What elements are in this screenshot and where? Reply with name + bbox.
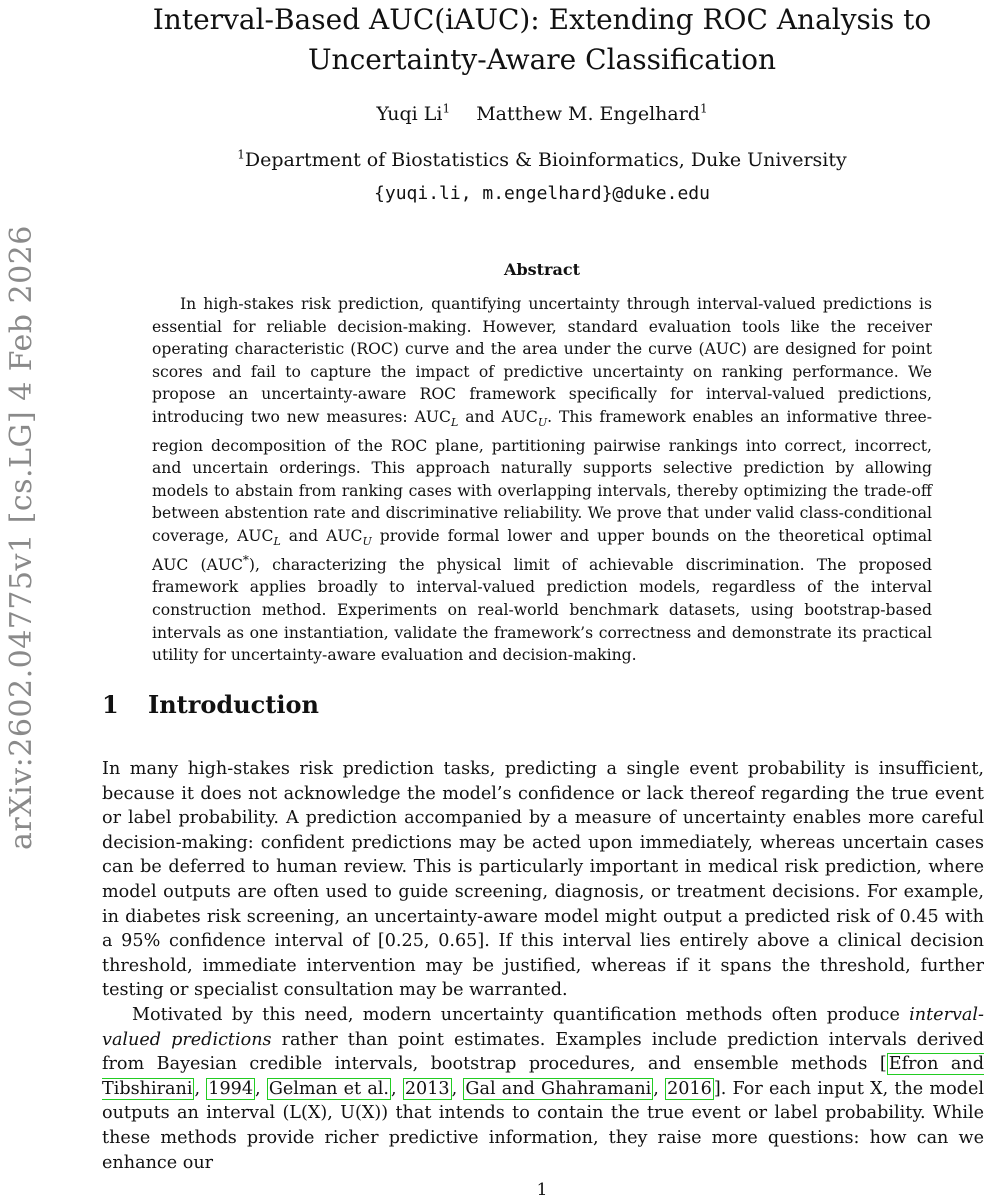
citation-gelman-authors[interactable]: Gelman et al.	[268, 1078, 390, 1099]
citation-separator-3: ,	[391, 1078, 403, 1099]
author-2-affil-mark: 1	[699, 101, 708, 116]
citation-efron-authors[interactable]: Efron and Tibshirani	[102, 1054, 984, 1099]
auc-u-subscript: U	[537, 416, 548, 430]
auc-u-base-2: AUC	[326, 527, 363, 546]
author-2	[476, 103, 707, 125]
citation-efron-year[interactable]: 1994	[208, 1078, 254, 1099]
section-heading-introduction	[102, 688, 952, 722]
auc-u-term	[501, 407, 548, 430]
affiliation	[100, 146, 984, 174]
auc-u-base: AUC	[501, 407, 538, 426]
title-line-2: Uncertainty-Aware Classification	[307, 43, 777, 76]
auc-l-subscript-2: L	[273, 535, 281, 549]
abstract-body	[152, 293, 932, 667]
citation-separator-5: ,	[653, 1078, 666, 1099]
citation-separator-2: ,	[255, 1078, 267, 1099]
author-1-affil-mark: 1	[442, 101, 451, 116]
abstract-text-3: provide formal lower and upper bounds on the theoretical optimal AUC (AUC	[152, 527, 932, 574]
page-number: 1	[536, 1180, 548, 1200]
auc-u-term-2	[326, 527, 372, 549]
citation-gal-year[interactable]: 2016	[667, 1078, 712, 1099]
title-line-1: Interval-Based AUC(iAUC): Extending ROC Analysis to	[152, 3, 932, 36]
affiliation-mark: 1	[237, 147, 245, 162]
affiliation-text: Department of Biostatistics & Bioinformatics, Duke University	[244, 149, 847, 171]
intro-p2-text-c: ]. For each input X, the model outputs an interval (L(X), U(X)) that intends to contain the true event or label probability. While these methods provide richer predictive information, they raise more questions: how can we enhance our	[102, 1078, 984, 1173]
auc-l-subscript: L	[450, 416, 459, 430]
author-list	[100, 100, 984, 128]
citation-separator-4: ,	[451, 1078, 464, 1099]
abstract-text-1: In high-stakes risk prediction, quantifying uncertainty through interval-valued predictions is essential for reliable decision-making. However, standard evaluation tools like the receiver operating characteristic (ROC) curve and the area under the curve (AUC) are designed for point scores and fail to capture the impact of predictive uncertainty on ranking performance. We propose an uncertainty-aware ROC framework specifically for interval-valued predictions, introducing two new measures:	[152, 295, 932, 426]
abstract-text-2: . This framework enables an informative three-region decomposition of the ROC plane, partitioning pairwise rankings into correct, incorrect, and uncertain orderings. This approach naturally supports selective prediction by allowing models to abstain from ranking cases with overlapping intervals, thereby optimizing the trade-off between abstention rate and discriminative reliability. We prove that under valid class-conditional coverage,	[152, 407, 932, 546]
abstract-and-2: and	[280, 527, 327, 546]
arxiv-identifier: arXiv:2602.04775v1 [cs.LG] 4 Feb 2026	[4, 225, 39, 850]
intro-p2-text-b: rather than point estimates. Examples include prediction intervals derived from Bayesian credible intervals, bootstrap procedures, and ensemble methods [	[102, 1029, 984, 1075]
intro-paragraph-1: In many high-stakes risk prediction tasks, predicting a single event probability is insufficient, because it does not acknowledge the model’s confidence or lack thereof regarding the true event or label probability. A prediction accompanied by a measure of uncertainty enables more careful decision-making: confident predictions may be acted upon immediately, whereas uncertain cases can be deferred to human review. This is particularly important in medical risk prediction, where model outputs are often used to guide screening, diagnosis, or treatment decisions. For example, in diabetes risk screening, an uncertainty-aware model might output a predicted risk of 0.45 with a 95% confidence interval of [0.25, 0.65]. If this interval lies entirely above a clinical decision threshold, immediate intervention may be justified, whereas if it spans the threshold, further testing or specialist consultation may be warranted.	[102, 759, 984, 1001]
auc-l-term-2	[237, 527, 281, 549]
intro-p2-text-a: Motivated by this need, modern uncertainty quantification methods often produce	[132, 1005, 910, 1025]
auc-l-term	[414, 407, 459, 430]
intro-p2-emphasis: interval-valued predictions	[102, 1005, 984, 1050]
auc-l-base-2: AUC	[237, 527, 274, 546]
intro-paragraph-2	[102, 1003, 984, 1175]
abstract-text-4: ), characterizing the physical limit of achievable discrimination. The proposed framework applies broadly to interval-valued prediction models, regardless of the interval construction method. Experiments on real-world benchmark datasets, using bootstrap-based intervals as one instantiation, validate the framework’s correctness and demonstrate its practical utility for uncertainty-aware evaluation and decision-making.	[152, 555, 932, 665]
citation-gelman-year[interactable]: 2013	[404, 1078, 450, 1099]
auc-l-base: AUC	[414, 407, 451, 426]
author-1-name: Yuqi Li	[376, 103, 443, 125]
author-1	[376, 103, 450, 125]
section-title: Introduction	[148, 690, 319, 719]
section-number: 1	[102, 690, 119, 719]
citation-separator-1: ,	[194, 1078, 207, 1099]
citation-gal-authors[interactable]: Gal and Ghahramani	[465, 1078, 652, 1099]
abstract-heading: Abstract	[504, 260, 580, 279]
auc-star-superscript: *	[242, 552, 249, 567]
auc-u-subscript-2: U	[362, 535, 372, 549]
author-2-name: Matthew M. Engelhard	[476, 103, 700, 125]
paper-title	[100, 0, 984, 80]
abstract-and-1: and	[458, 407, 502, 426]
author-emails: {yuqi.li, m.engelhard}@duke.edu	[374, 183, 710, 204]
